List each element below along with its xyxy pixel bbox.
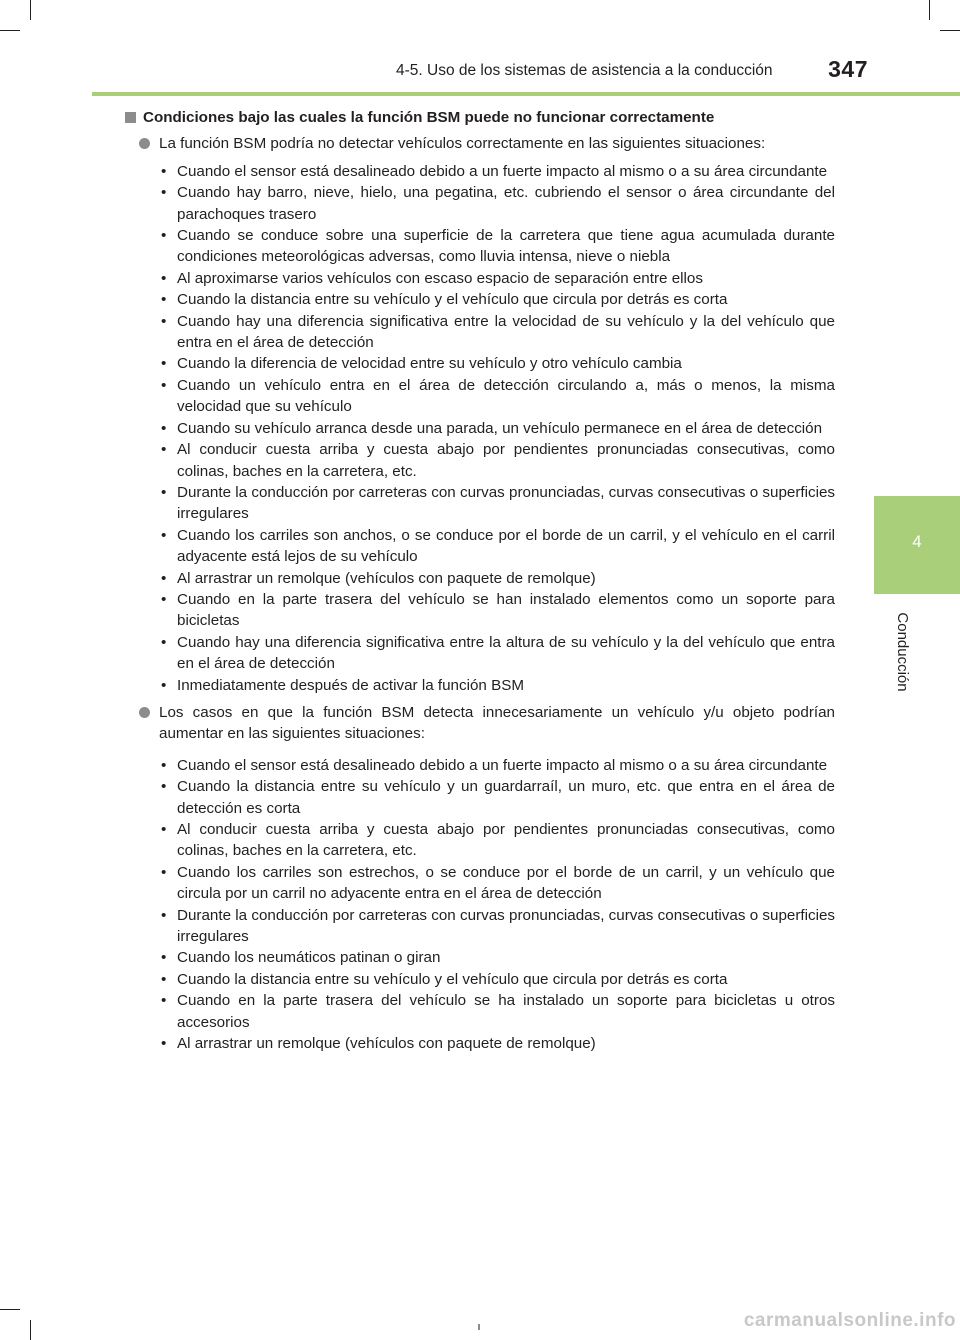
list-item	[125, 969, 835, 990]
list-item-text: Al arrastrar un remolque (vehículos con paquete de remolque)	[177, 1035, 596, 1053]
list-item-text: Al aproximarse varios vehículos con escaso espacio de separación entre ellos	[177, 269, 703, 287]
list-item-text: Cuando el sensor está desalineado debido a un fuerte impacto al mismo o a su área circundante	[177, 162, 828, 180]
dot-bullet-icon: •	[161, 376, 167, 394]
list-item	[125, 439, 835, 482]
list-item-text: Al conducir cuesta arriba y cuesta abajo por pendientes pronunciadas consecutivas, como colinas, baches en la carretera, etc.	[177, 821, 835, 860]
dot-bullet-icon: •	[161, 483, 167, 501]
list-item-text: Cuando se conduce sobre una superficie de la carretera que tiene agua acumulada durante condiciones meteorológicas adversas, como lluvia intensa, nieve o niebla	[177, 227, 835, 266]
crop-mark	[0, 30, 20, 31]
list-item-text: Cuando en la parte trasera del vehículo se han instalado elementos como un soporte para bicicletas	[177, 590, 835, 630]
dot-bullet-icon: •	[161, 756, 167, 774]
list-item	[125, 311, 835, 354]
crop-mark	[929, 0, 930, 20]
section-heading-text: Condiciones bajo las cuales la función BSM puede no funcionar correctamente	[143, 109, 715, 126]
dot-bullet-icon: •	[161, 441, 167, 459]
dot-bullet-icon: •	[161, 162, 167, 180]
list-item	[125, 675, 835, 696]
crop-mark	[30, 0, 31, 20]
list-item-text: Cuando la diferencia de velocidad entre su vehículo y otro vehículo cambia	[177, 355, 682, 373]
dot-bullet-icon: •	[161, 291, 167, 309]
dot-bullet-icon: •	[161, 227, 167, 245]
circle-bullet-icon	[139, 707, 150, 718]
condition-group-intro	[125, 702, 835, 745]
dot-bullet-icon: •	[161, 526, 167, 544]
dot-bullet-icon: •	[161, 184, 167, 202]
list-item-text: Cuando la distancia entre su vehículo y un guardarraíl, un muro, etc. que entra en el área de detección es corta	[177, 778, 835, 817]
crop-mark	[30, 1320, 31, 1340]
list-item-text: Cuando la distancia entre su vehículo y el vehículo que circula por detrás es corta	[177, 291, 728, 309]
dot-bullet-icon: •	[161, 863, 167, 881]
dot-bullet-icon: •	[161, 970, 167, 988]
chapter-tab-rule	[874, 592, 960, 594]
section-title: 4-5. Uso de los sistemas de asistencia a la conducción	[396, 62, 773, 79]
list-item	[125, 225, 835, 268]
dot-bullet-icon: •	[161, 355, 167, 373]
list-item-text: Cuando en la parte trasera del vehículo se ha instalado un soporte para bicicletas u otros accesorios	[177, 992, 835, 1031]
list-item-text: Cuando hay una diferencia significativa entre la velocidad de su vehículo y la del vehículo que entra en el área de detección	[177, 312, 835, 352]
list-item-text: Al arrastrar un remolque (vehículos con paquete de remolque)	[177, 569, 596, 587]
dot-bullet-icon: •	[161, 312, 167, 330]
list-item	[125, 990, 835, 1033]
list-item	[125, 632, 835, 675]
list-item-text: Durante la conducción por carreteras con curvas pronunciadas, curvas consecutivas o superficies irregulares	[177, 483, 835, 523]
list-item-text: Durante la conducción por carreteras con curvas pronunciadas, curvas consecutivas o superficies irregulares	[177, 906, 835, 946]
list-item	[125, 776, 835, 819]
dot-bullet-icon: •	[161, 821, 167, 838]
condition-list	[125, 161, 835, 696]
list-item	[125, 947, 835, 968]
header-rule	[92, 92, 960, 96]
list-item	[125, 568, 835, 589]
list-item	[125, 819, 835, 862]
list-item-text: Al conducir cuesta arriba y cuesta abajo por pendientes pronunciadas consecutivas, como colinas, baches en la carretera, etc.	[177, 441, 835, 480]
list-item	[125, 589, 835, 632]
condition-group-intro	[125, 133, 835, 154]
print-mark	[478, 1324, 480, 1330]
dot-bullet-icon: •	[161, 590, 167, 608]
circle-bullet-icon	[139, 138, 150, 149]
list-item	[125, 353, 835, 374]
list-item	[125, 418, 835, 439]
dot-bullet-icon: •	[161, 569, 167, 587]
list-item-text: Cuando la distancia entre su vehículo y el vehículo que circula por detrás es corta	[177, 970, 728, 988]
list-item	[125, 482, 835, 525]
list-item	[125, 289, 835, 310]
list-item	[125, 862, 835, 905]
list-item-text: Inmediatamente después de activar la función BSM	[177, 676, 524, 694]
list-item	[125, 375, 835, 418]
list-item	[125, 1033, 835, 1054]
dot-bullet-icon: •	[161, 906, 167, 924]
list-item-text: Cuando los carriles son anchos, o se conduce por el borde de un carril, y el vehículo en el carril adyacente está lejos de su vehículo	[177, 526, 835, 566]
dot-bullet-icon: •	[161, 1035, 167, 1053]
main-content	[125, 107, 835, 1060]
crop-mark	[0, 1309, 20, 1310]
dot-bullet-icon: •	[161, 778, 167, 796]
crop-mark	[940, 30, 960, 31]
condition-group-intro-text: La función BSM podría no detectar vehículos correctamente en las siguientes situaciones:	[159, 135, 766, 153]
list-item-text: Cuando los neumáticos patinan o giran	[177, 949, 441, 967]
list-item-text: Cuando hay barro, nieve, hielo, una pegatina, etc. cubriendo el sensor o área circundante del parachoques trasero	[177, 184, 835, 223]
condition-group-intro-text: Los casos en que la función BSM detecta innecesariamente un vehículo y/u objeto podrían aumentar en las siguientes situaciones:	[159, 703, 835, 743]
list-item	[125, 525, 835, 568]
list-item-text: Cuando hay una diferencia significativa entre la altura de su vehículo y la del vehículo que entra en el área de detección	[177, 633, 835, 673]
list-item-text: Cuando el sensor está desalineado debido a un fuerte impacto al mismo o a su área circundante	[177, 756, 828, 774]
chapter-tab	[874, 496, 960, 592]
list-item-text: Cuando los carriles son estrechos, o se conduce por el borde de un carril, y un vehículo que circula por un carril no adyacente entra en el área de detección	[177, 863, 835, 903]
page-number: 347	[828, 56, 868, 82]
dot-bullet-icon: •	[161, 269, 167, 287]
list-item	[125, 161, 835, 182]
condition-list	[125, 755, 835, 1055]
dot-bullet-icon: •	[161, 633, 167, 651]
dot-bullet-icon: •	[161, 419, 167, 437]
section-heading	[125, 107, 835, 128]
list-item-text: Cuando un vehículo entra en el área de detección circulando a, más o menos, la misma velocidad que su vehículo	[177, 376, 835, 416]
list-item-text: Cuando su vehículo arranca desde una parada, un vehículo permanece en el área de detección	[177, 419, 823, 437]
chapter-number: 4	[912, 532, 922, 551]
chapter-label: Conducción	[894, 612, 911, 692]
list-item	[125, 268, 835, 289]
square-bullet-icon	[125, 112, 136, 123]
list-item	[125, 905, 835, 948]
list-item	[125, 182, 835, 225]
watermark: carmanualsonline.info	[600, 1310, 960, 1340]
dot-bullet-icon: •	[161, 992, 167, 1010]
dot-bullet-icon: •	[161, 949, 167, 967]
list-item	[125, 755, 835, 776]
dot-bullet-icon: •	[161, 676, 167, 694]
